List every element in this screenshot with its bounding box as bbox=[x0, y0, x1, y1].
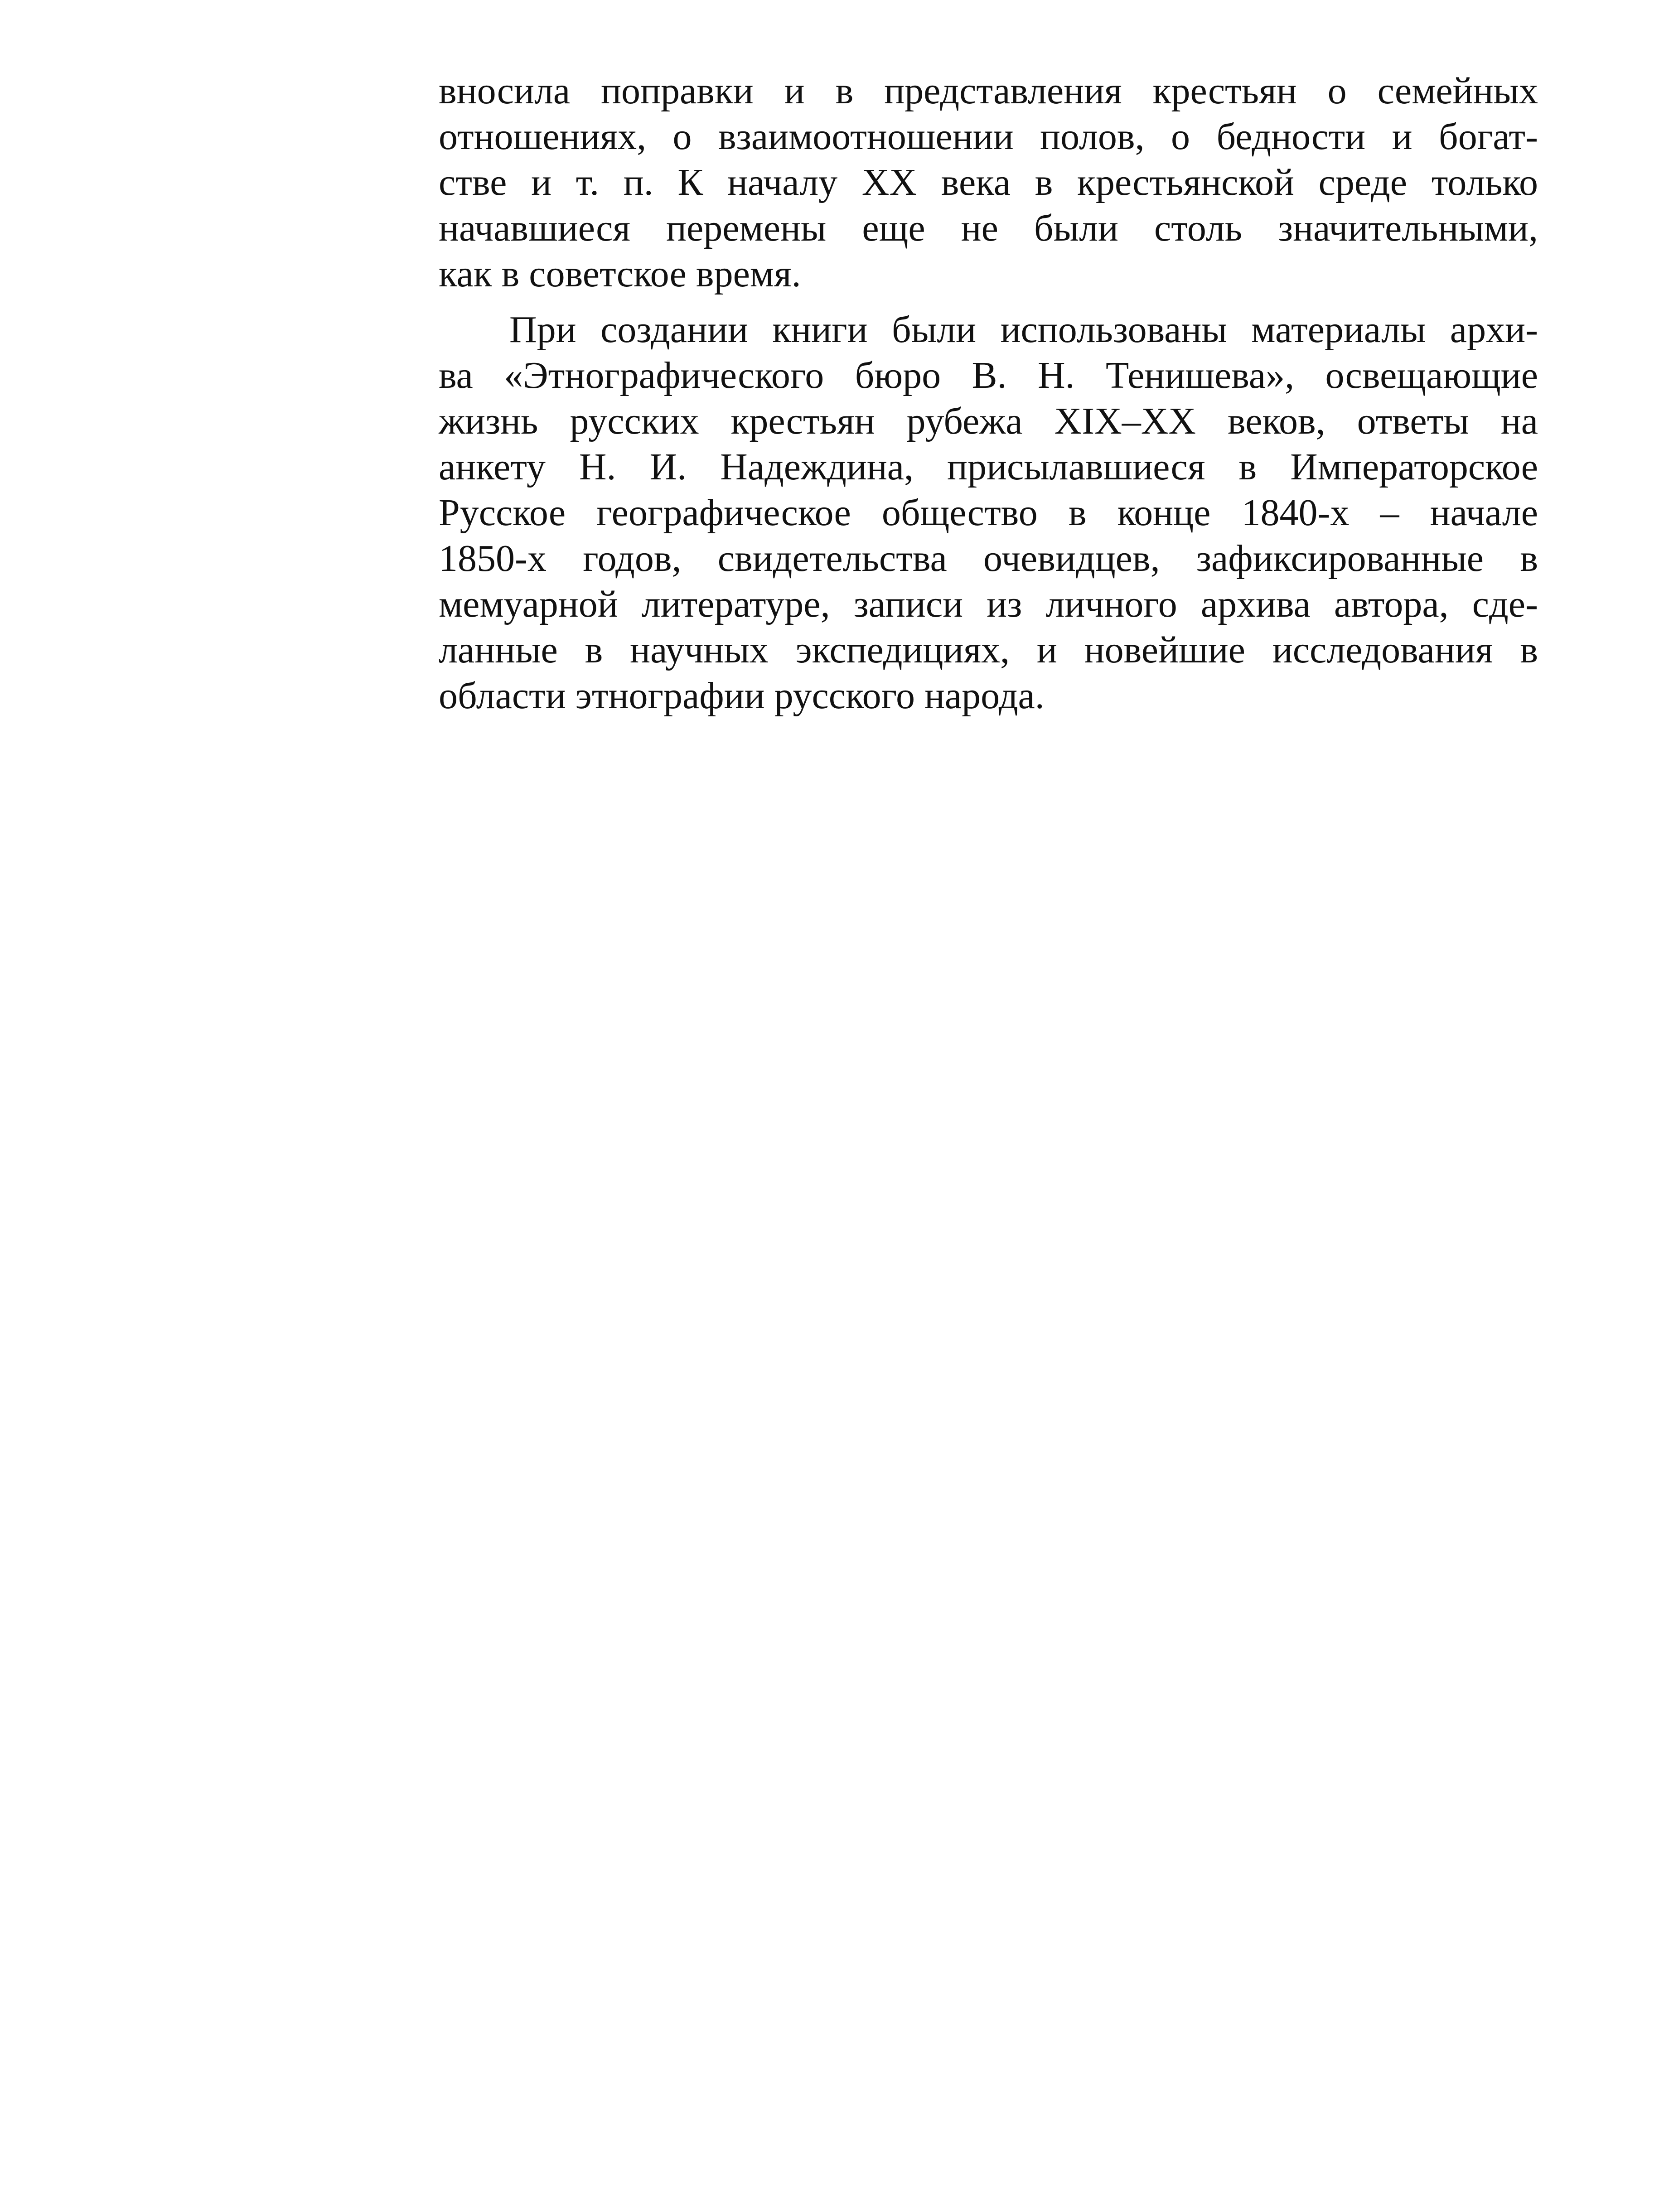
text-line: стве и т. п. К началу XX века в крестьянской среде только bbox=[439, 161, 1538, 203]
text-line: ланные в научных экспедициях, и новейшие исследования в bbox=[439, 629, 1538, 671]
paragraph-1 bbox=[439, 68, 1538, 297]
text-line: отношениях, о взаимоотношении полов, о бедности и богат- bbox=[439, 116, 1538, 158]
text-line: При создании книги были использованы материалы архи- bbox=[509, 309, 1538, 351]
text-line: ва «Этнографического бюро В. Н. Тенишева», освещающие bbox=[439, 354, 1538, 396]
paragraph-spacer bbox=[439, 297, 1538, 307]
text-line: 1850-х годов, свидетельства очевидцев, зафиксированные в bbox=[439, 537, 1538, 580]
text-line: Русское географическое общество в конце 1840-х – начале bbox=[439, 492, 1538, 534]
text-line: мемуарной литературе, записи из личного архива автора, сде- bbox=[439, 583, 1538, 625]
paragraph-2 bbox=[439, 307, 1538, 719]
text-line: жизнь русских крестьян рубежа XIX–XX веков, ответы на bbox=[439, 400, 1538, 442]
text-line: вносила поправки и в представления крестьян о семейных bbox=[439, 70, 1538, 112]
text-line: начавшиеся перемены еще не были столь значительными, bbox=[439, 207, 1538, 249]
text-line: как в советское время. bbox=[439, 253, 801, 295]
text-line: области этнографии русского народа. bbox=[439, 675, 1045, 717]
text-line: анкету Н. И. Надеждина, присылавшиеся в Императорское bbox=[439, 446, 1538, 488]
body-text bbox=[439, 68, 1538, 719]
